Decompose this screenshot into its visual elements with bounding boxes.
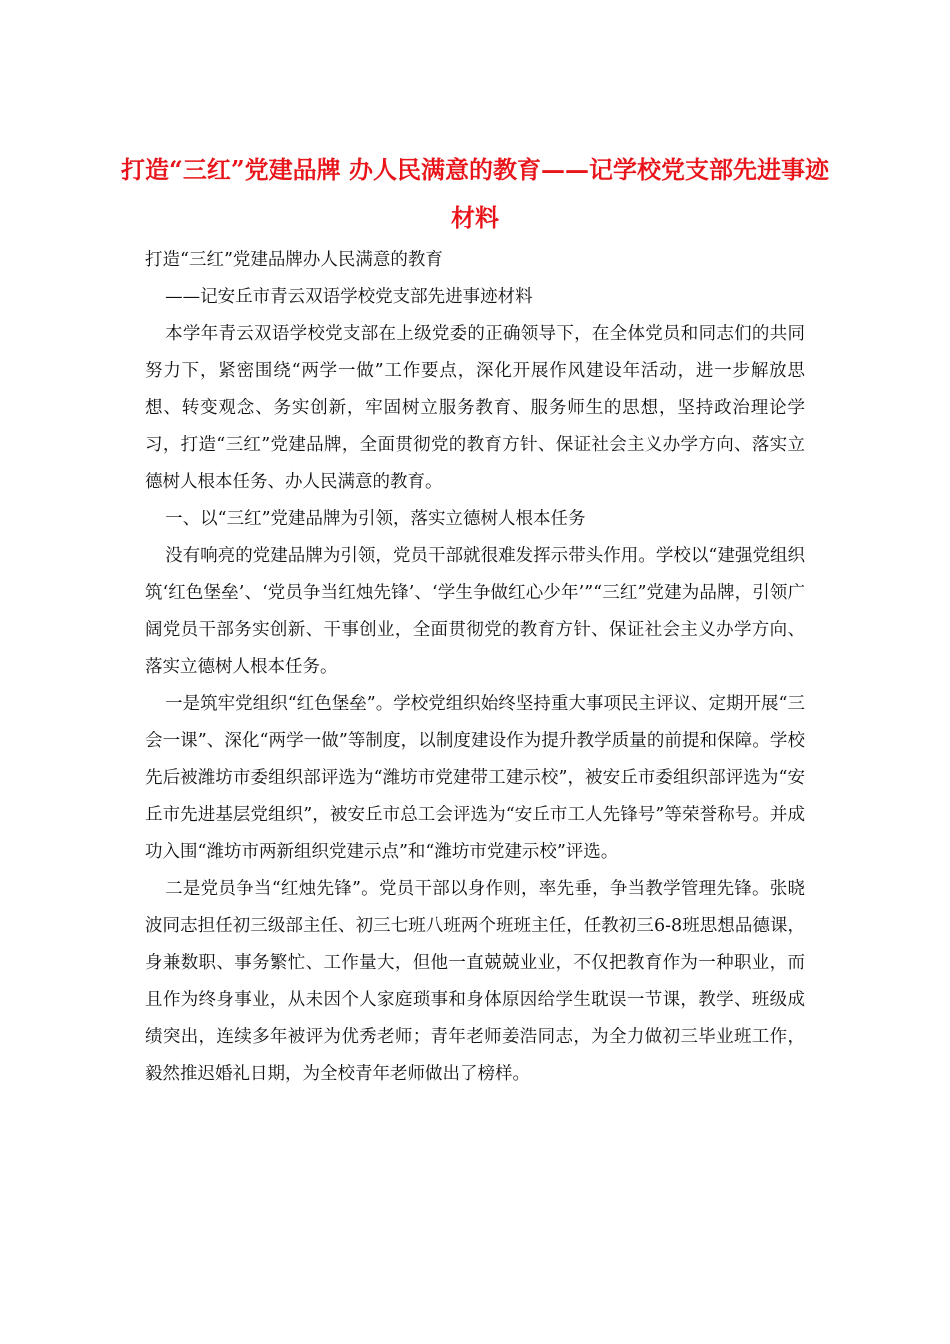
subtitle-line: 打造“三红”党建品牌办人民满意的教育 bbox=[145, 250, 443, 270]
document-title: 打造“三红”党建品牌 办人民满意的教育——记学校党支部先进事迹材料 bbox=[121, 155, 829, 232]
paragraph-brand: 没有响亮的党建品牌为引领，党员干部就很难发挥示带头作用。学校以“建强党组织筑‘红色堡垒’、‘党员争当红烛先锋’、‘学生争做红心少年’”“三红”党建为品牌，引领广阔党员干部务实创新、干事创业，全面贯彻党的教育方针、保证社会主义办学方向、落实立德树人根本任务。 bbox=[145, 546, 805, 677]
section-heading-1: 一、以“三红”党建品牌为引领，落实立德树人根本任务 bbox=[165, 509, 586, 529]
subtitle-byline: ——记安丘市青云双语学校党支部先进事迹材料 bbox=[165, 287, 533, 307]
paragraph-red-fortress: 一是筑牢党组织“红色堡垒”。学校党组织始终坚持重大事项民主评议、定期开展“三会一课”、深化“两学一做”等制度，以制度建设作为提升教学质量的前提和保障。学校先后被潍坊市委组织部评选为“潍坊市党建带工建示校”，被安丘市委组织部评选为“安丘市先进基层党组织”，被安丘市总工会评选为“安丘市工人先锋号”等荣誉称号。并成功入围“潍坊市两新组织党建示点”和“潍坊市党建示校”评选。 bbox=[145, 694, 805, 862]
document-body bbox=[145, 242, 805, 1093]
paragraph-red-candle: 二是党员争当“红烛先锋”。党员干部以身作则，率先垂，争当教学管理先锋。张晓波同志担任初三级部主任、初三七班八班两个班班主任，任教初三6-8班思想品德课，身兼数职、事务繁忙、工作量大，但他一直兢兢业业，不仅把教育作为一种职业，而且作为终身事业，从未因个人家庭琐事和身体原因给学生耽误一节课，教学、班级成绩突出，连续多年被评为优秀老师；青年老师姜浩同志，为全力做初三毕业班工作，毅然推迟婚礼日期，为全校青年老师做出了榜样。 bbox=[145, 879, 805, 1084]
paragraph-intro: 本学年青云双语学校党支部在上级党委的正确领导下，在全体党员和同志们的共同努力下，紧密围绕“两学一做”工作要点，深化开展作风建设年活动，进一步解放思想、转变观念、务实创新，牢固树立服务教育、服务师生的思想，坚持政治理论学习，打造“三红”党建品牌，全面贯彻党的教育方针、保证社会主义办学方向、落实立德树人根本任务、办人民满意的教育。 bbox=[145, 324, 805, 492]
